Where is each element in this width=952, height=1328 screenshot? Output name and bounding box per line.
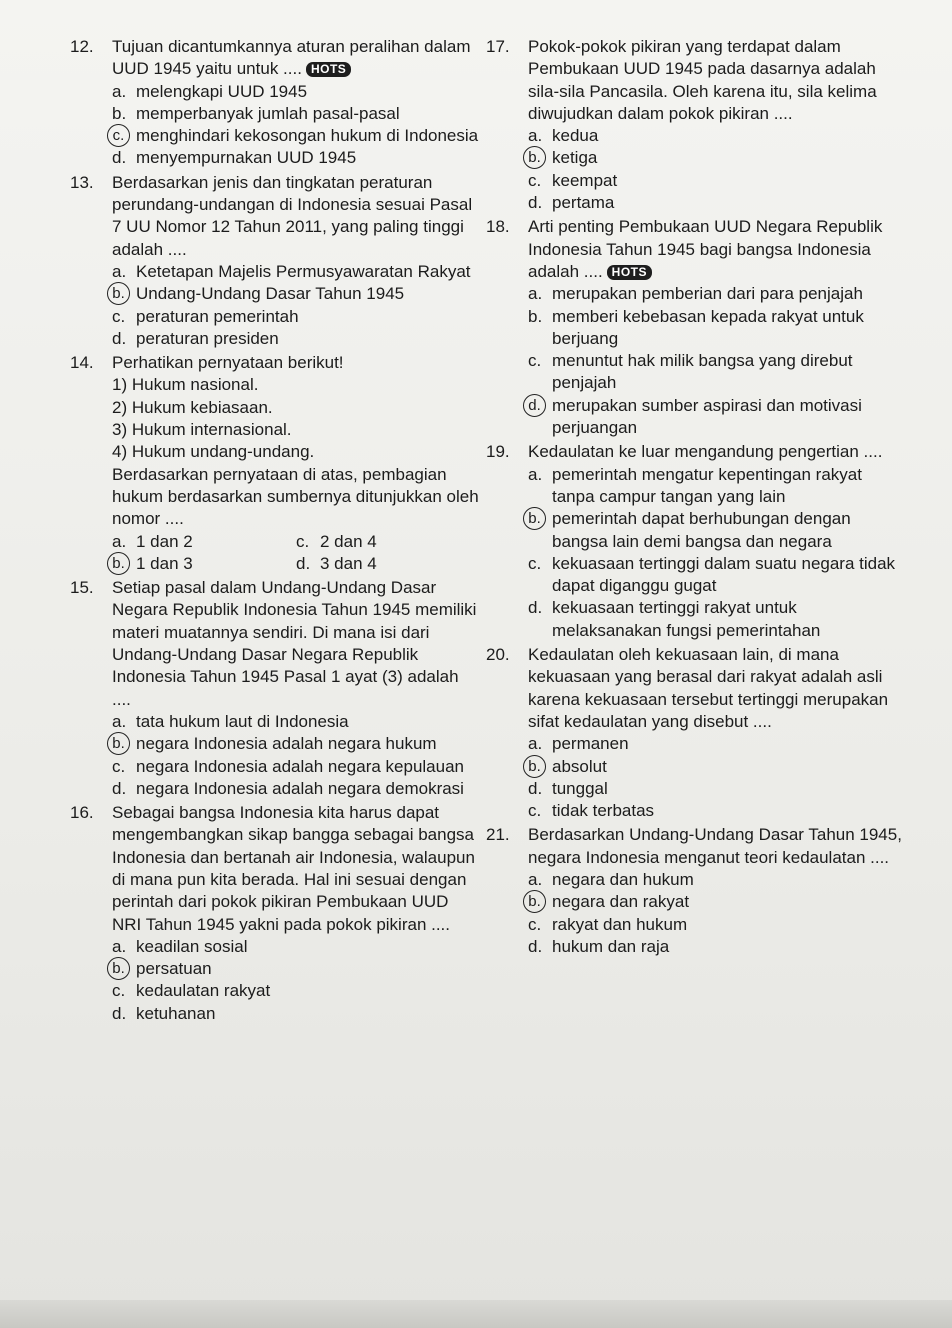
option-a[interactable]: [528, 125, 906, 147]
option-a[interactable]: [528, 464, 906, 509]
question-stem: Berdasarkan Undang-Undang Dasar Tahun 1945, negara Indonesia menganut teori kedaulatan ....: [528, 825, 902, 867]
option-letter: c.: [112, 756, 126, 776]
option-text: kekuasaan tertinggi rakyat untuk melaksanakan fungsi pemerintahan: [552, 598, 821, 640]
question-15: [70, 577, 480, 800]
question-14: [70, 352, 480, 575]
option-c[interactable]: [528, 800, 906, 822]
option-text: kedua: [552, 126, 599, 146]
circled-option-letter: b.: [523, 146, 546, 169]
option-text: 2 dan 4: [320, 531, 377, 551]
question-number: 19.: [486, 442, 510, 462]
option-text: merupakan pemberian dari para penjajah: [552, 284, 863, 304]
statement-item: 3) Hukum internasional.: [112, 420, 292, 440]
option-text: negara dan hukum: [552, 869, 694, 889]
option-text: memberi kebebasan kepada rakyat untuk berjuang: [552, 306, 864, 348]
question-21: [486, 824, 906, 958]
question-number: 20.: [486, 645, 510, 665]
question-stem: Berdasarkan jenis dan tingkatan peraturan perundang-undangan di Indonesia sesuai Pasal 7 UU Nomor 12 Tahun 2011, yang paling tinggi adalah ....: [112, 172, 473, 259]
option-a[interactable]: [528, 869, 906, 891]
statement-item: 4) Hukum undang-undang.: [112, 442, 315, 462]
option-b-selected[interactable]: [528, 891, 906, 913]
option-text: 1 dan 3: [136, 553, 193, 573]
question-19: [486, 441, 906, 642]
question-stem: Kedaulatan oleh kekuasaan lain, di mana kekuasaan yang berasal dari rakyat adalah asli karena kekuasaan tersebut tertinggi merupakan sifat kedaulatan yang disebut ....: [528, 645, 889, 731]
option-text: menyempurnakan UUD 1945: [136, 148, 357, 168]
option-c[interactable]: [112, 306, 480, 328]
option-b-selected[interactable]: [528, 756, 906, 778]
question-number: 18.: [486, 217, 510, 237]
question-number: 14.: [70, 353, 94, 373]
option-text: memperbanyak jumlah pasal-pasal: [136, 103, 400, 123]
question-stem: Pokok-pokok pikiran yang terdapat dalam Pembukaan UUD 1945 pada dasarnya adalah sila-sila Pancasila. Oleh karena itu, sila kelima diwujudkan dalam pokok pikiran ....: [528, 37, 877, 123]
option-letter: c.: [528, 170, 542, 190]
option-letter: d.: [112, 1003, 127, 1023]
option-letter: d.: [112, 778, 127, 798]
circled-option-letter: b.: [107, 957, 130, 980]
circled-option-letter: b.: [523, 507, 546, 530]
option-b-selected[interactable]: [112, 958, 480, 980]
option-d-selected[interactable]: [528, 395, 906, 440]
option-text: tata hukum laut di Indonesia: [136, 711, 349, 731]
question-13: [70, 172, 480, 350]
option-b-selected[interactable]: [112, 733, 480, 755]
option-text: melengkapi UUD 1945: [136, 81, 308, 101]
option-letter: c.: [112, 981, 126, 1001]
option-a[interactable]: [112, 711, 480, 733]
question-stem: Setiap pasal dalam Undang-Undang Dasar Negara Republik Indonesia Tahun 1945 memiliki materi muatannya sendiri. Di mana isi dari Undang-Undang Dasar Negara Republik Indonesia Tahun 1945 Pasal 1 ayat (3) adalah ....: [112, 578, 477, 709]
option-b[interactable]: [528, 306, 906, 351]
option-text: permanen: [552, 734, 629, 754]
option-letter: a.: [112, 531, 127, 551]
option-letter: a.: [112, 711, 127, 731]
option-letter: a.: [528, 464, 543, 484]
question-12: [70, 36, 480, 170]
option-text: pemerintah dapat berhubungan dengan bangsa lain demi bangsa dan negara: [552, 509, 851, 551]
option-text: peraturan pemerintah: [136, 306, 299, 326]
question-17: [486, 36, 906, 214]
option-d[interactable]: [112, 147, 480, 169]
option-letter: c.: [528, 553, 542, 573]
option-b[interactable]: [112, 103, 480, 125]
option-text: tidak terbatas: [552, 801, 655, 821]
option-a[interactable]: [528, 733, 906, 755]
page-bottom-edge: [0, 1300, 952, 1328]
option-b-selected[interactable]: [528, 508, 906, 553]
option-a[interactable]: [112, 261, 480, 283]
option-c[interactable]: [528, 914, 906, 936]
option-d[interactable]: [528, 936, 906, 958]
option-text: ketuhanan: [136, 1003, 216, 1023]
option-text: peraturan presiden: [136, 328, 279, 348]
option-letter: d.: [528, 193, 543, 213]
option-letter: d.: [112, 148, 127, 168]
option-d[interactable]: [112, 778, 480, 800]
circled-option-letter: d.: [523, 394, 546, 417]
option-text: Ketetapan Majelis Permusyawaratan Rakyat: [136, 261, 471, 281]
option-text: negara Indonesia adalah negara hukum: [136, 734, 437, 754]
option-letter: a.: [528, 734, 543, 754]
option-letter: a.: [528, 869, 543, 889]
question-20: [486, 644, 906, 822]
option-c[interactable]: [528, 170, 906, 192]
option-text: negara dan rakyat: [552, 892, 690, 912]
option-text: Undang-Undang Dasar Tahun 1945: [136, 284, 405, 304]
option-text: ketiga: [552, 148, 598, 168]
circled-option-letter: b.: [107, 552, 130, 575]
option-text: negara Indonesia adalah negara kepulauan: [136, 756, 464, 776]
option-letter: d.: [296, 553, 311, 573]
hots-badge: HOTS: [607, 265, 652, 280]
question-18: [486, 216, 906, 439]
option-text: pemerintah mengatur kepentingan rakyat tanpa campur tangan yang lain: [552, 464, 862, 506]
option-a[interactable]: [112, 81, 480, 103]
option-letter: c.: [112, 306, 126, 326]
option-c[interactable]: [112, 756, 480, 778]
option-text: keadilan sosial: [136, 936, 248, 956]
question-number: 16.: [70, 803, 94, 823]
question-number: 21.: [486, 825, 510, 845]
question-16: [70, 802, 480, 1025]
option-d[interactable]: [528, 192, 906, 214]
option-text: negara Indonesia adalah negara demokrasi: [136, 778, 464, 798]
option-letter: a.: [112, 936, 127, 956]
option-text: 3 dan 4: [320, 553, 377, 573]
option-text: absolut: [552, 756, 607, 776]
option-d[interactable]: [296, 553, 480, 575]
question-stem: Sebagai bangsa Indonesia kita harus dapat mengembangkan sikap bangga sebagai bangsa Indonesia dan bertanah air Indonesia, walaupun di mana pun kita berada. Hal ini sesuai dengan perintah dari pokok pikiran Pembukaan UUD NRI Tahun 1945 yakni pada pokok pikiran ....: [112, 803, 475, 934]
circled-option-letter: c.: [107, 124, 130, 147]
statement-item: 2) Hukum kebiasaan.: [112, 397, 273, 417]
option-c[interactable]: [528, 553, 906, 598]
option-letter: d.: [528, 598, 543, 618]
option-letter: d.: [528, 936, 543, 956]
question-stem: Tujuan dicantumkannya aturan peralihan dalam UUD 1945 yaitu untuk ....: [112, 37, 471, 79]
option-a[interactable]: [528, 283, 906, 305]
option-text: menuntut hak milik bangsa yang direbut penjajah: [552, 351, 853, 393]
question-number: 12.: [70, 37, 94, 56]
left-column: [70, 36, 480, 1027]
option-text: pertama: [552, 193, 615, 213]
statement-item: 1) Hukum nasional.: [112, 375, 259, 395]
hots-badge: HOTS: [306, 62, 351, 77]
question-number: 13.: [70, 172, 94, 192]
option-text: hukum dan raja: [552, 936, 670, 956]
option-b-selected[interactable]: [112, 553, 296, 575]
option-letter: c.: [528, 801, 542, 821]
option-text: merupakan sumber aspirasi dan motivasi perjuangan: [552, 395, 862, 438]
circled-option-letter: b.: [107, 282, 130, 305]
option-text: persatuan: [136, 959, 212, 979]
question-stem: Kedaulatan ke luar mengandung pengertian ....: [528, 442, 883, 462]
option-letter: c.: [528, 914, 542, 934]
option-a[interactable]: [112, 531, 296, 553]
option-c[interactable]: [112, 980, 480, 1002]
option-letter: d.: [528, 778, 543, 798]
circled-option-letter: b.: [523, 890, 546, 913]
right-column: [486, 36, 906, 960]
question-stem: Arti penting Pembukaan UUD Negara Republik Indonesia Tahun 1945 bagi bangsa Indonesia adalah ....: [528, 217, 883, 281]
option-letter: c.: [296, 531, 310, 551]
option-a[interactable]: [112, 936, 480, 958]
option-letter: a.: [112, 81, 127, 101]
question-number: 15.: [70, 578, 94, 598]
option-text: tunggal: [552, 778, 608, 798]
option-d[interactable]: [528, 778, 906, 800]
option-letter: d.: [112, 328, 127, 348]
option-letter: a.: [528, 126, 543, 146]
option-d[interactable]: [112, 328, 480, 350]
option-d[interactable]: [528, 597, 906, 642]
question-stem: Perhatikan pernyataan berikut!: [112, 353, 344, 373]
option-text: kedaulatan rakyat: [136, 981, 271, 1001]
option-b-selected[interactable]: [528, 147, 906, 169]
option-text: kekuasaan tertinggi dalam suatu negara tidak dapat diganggu gugat: [552, 553, 896, 596]
option-letter: c.: [528, 351, 542, 371]
option-text: rakyat dan hukum: [552, 914, 688, 934]
option-letter: b.: [528, 306, 543, 326]
question-number: 17.: [486, 37, 510, 56]
option-c[interactable]: [296, 531, 480, 553]
option-text: 1 dan 2: [136, 531, 193, 551]
option-letter: b.: [112, 103, 127, 123]
option-text: keempat: [552, 170, 618, 190]
option-letter: a.: [528, 284, 543, 304]
question-stem-continued: Berdasarkan pernyataan di atas, pembagian hukum berdasarkan sumbernya ditunjukkan oleh nomor ....: [112, 464, 479, 529]
option-b-selected[interactable]: [112, 283, 480, 305]
option-c-selected[interactable]: [112, 125, 480, 147]
option-text: menghindari kekosongan hukum di Indonesia: [136, 126, 479, 146]
option-d[interactable]: [112, 1003, 480, 1025]
circled-option-letter: b.: [107, 732, 130, 755]
option-letter: a.: [112, 261, 127, 281]
option-c[interactable]: [528, 350, 906, 395]
circled-option-letter: b.: [523, 755, 546, 778]
